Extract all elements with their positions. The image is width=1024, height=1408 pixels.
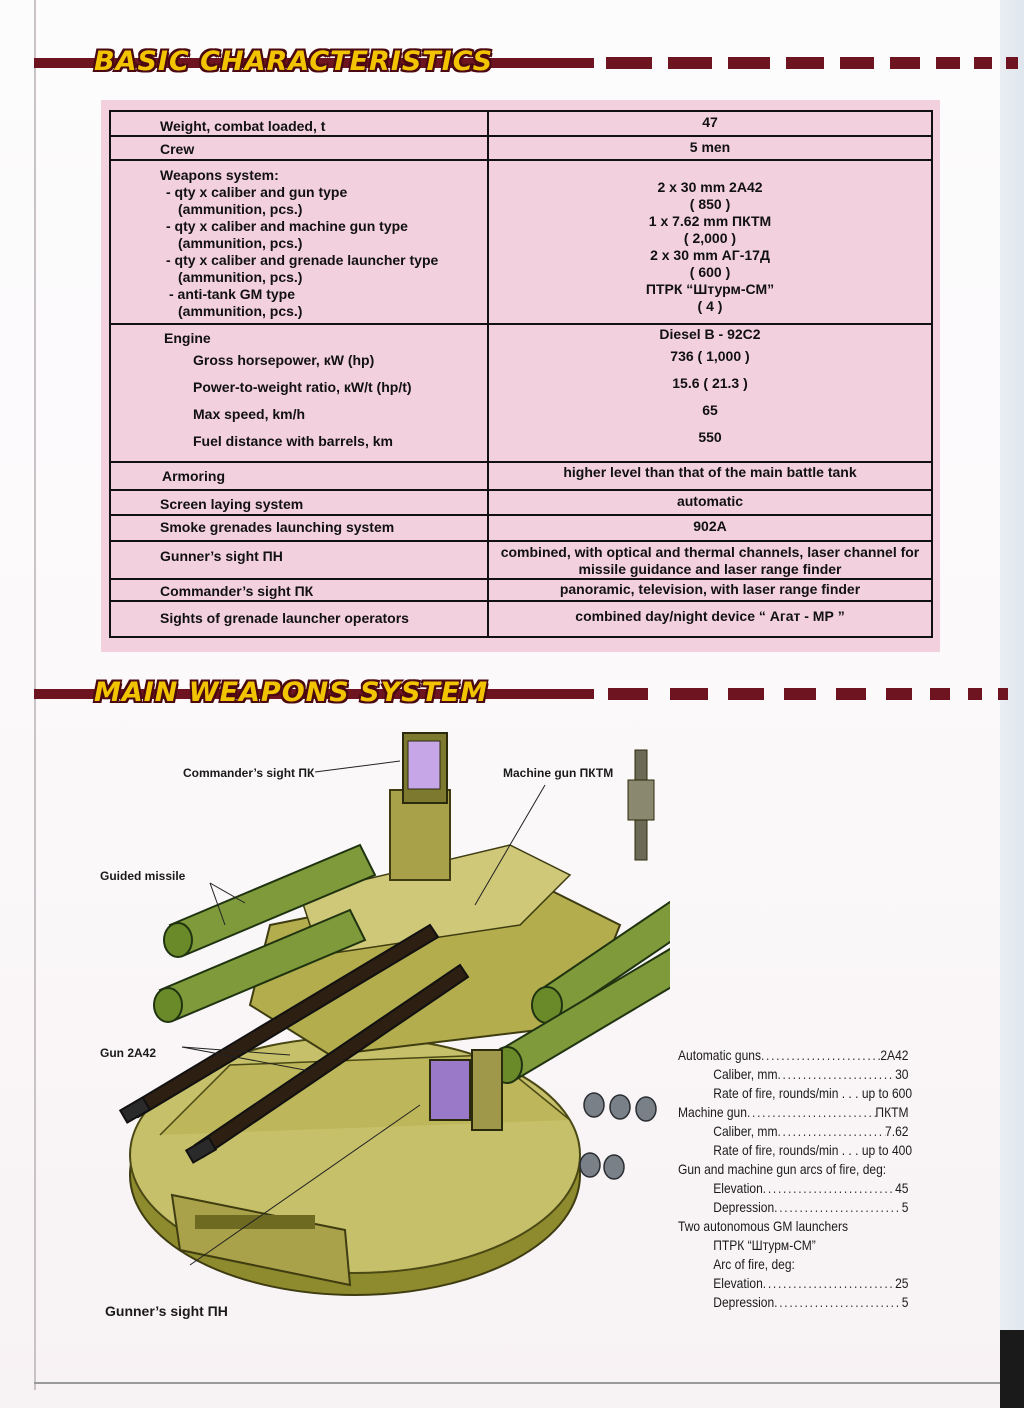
- screen-label: Screen laying system: [160, 496, 304, 512]
- callout-commander-sight: Commander’s sight ПК: [183, 766, 315, 780]
- spec-leader-dots: [774, 1293, 902, 1312]
- turret-drawing: [100, 725, 670, 1325]
- weapons-line: (ammunition, pcs.): [178, 235, 303, 251]
- weight-label: Weight, combat loaded, t: [160, 118, 326, 134]
- spec-value: ПКТМ: [875, 1104, 909, 1120]
- spec-row: [678, 1179, 908, 1198]
- header-dashes: [606, 57, 1018, 69]
- engine-value: Diesel В - 92С2: [659, 326, 761, 342]
- header-dashes: [608, 688, 1008, 700]
- scan-edge: [1000, 0, 1024, 1408]
- callout-gun: Gun 2A42: [100, 1046, 157, 1060]
- table-row: [110, 490, 932, 515]
- fuel-label: Fuel distance with barrels, km: [193, 433, 393, 449]
- table-row: [110, 579, 932, 601]
- spec-leader-dots: [763, 1274, 895, 1293]
- table-row: [110, 160, 932, 324]
- spec-row: [678, 1198, 908, 1217]
- weapons-line: - qty x caliber and grenade launcher type: [166, 252, 439, 268]
- bottom-rule: [34, 1382, 1014, 1384]
- table-row: [110, 541, 932, 579]
- main-weapons-header: [34, 677, 984, 708]
- spec-leader-dots: [763, 1179, 895, 1198]
- spec-row: [678, 1274, 908, 1293]
- spec-label: Automatic guns: [678, 1047, 761, 1063]
- gunner-sight-value: missile guidance and laser range finder: [578, 561, 842, 577]
- table-row: [110, 462, 932, 490]
- spec-row: [678, 1084, 913, 1103]
- operator-sights-value: combined day/night device “ Агат - МР ”: [575, 608, 845, 624]
- spec-value: 25: [895, 1275, 909, 1291]
- table-row: [110, 515, 932, 541]
- callout-machine-gun: Machine gun ПКТМ: [503, 766, 614, 780]
- spec-label: Caliber, mm: [713, 1123, 778, 1139]
- smoke-label: Smoke grenades launching system: [160, 519, 395, 535]
- weapons-value: 1 x 7.62 mm ПКТМ: [648, 213, 772, 229]
- spec-label: Depression: [713, 1294, 775, 1310]
- section-title: MAIN WEAPONS SYSTEM: [94, 677, 489, 708]
- horsepower-label: Gross horsepower, кW (hp): [193, 352, 375, 368]
- gunner-sight-value: combined, with optical and thermal channels, laser channel for: [500, 544, 920, 560]
- operator-sights-label: Sights of grenade launcher operators: [160, 610, 409, 626]
- spec-leader-dots: [777, 1065, 895, 1084]
- speed-value: 65: [702, 402, 718, 418]
- spec-row: [678, 1065, 908, 1084]
- weapons-value: ( 2,000 ): [683, 230, 737, 246]
- ratio-value: 15.6 ( 21.3 ): [672, 375, 748, 391]
- spec-value: 7.62: [885, 1123, 909, 1139]
- spec-label: Gun and machine gun arcs of fire, deg:: [678, 1161, 887, 1177]
- weapons-line: - qty x caliber and machine gun type: [166, 218, 408, 234]
- crew-label: Crew: [160, 141, 195, 157]
- commander-sight-label: Commander’s sight ПК: [160, 583, 314, 599]
- weapons-value: 2 x 30 mm 2A42: [657, 179, 763, 195]
- weapons-label: Weapons system:: [160, 167, 279, 183]
- scan-edge-dark: [1000, 1330, 1024, 1408]
- characteristics-panel: [101, 100, 940, 652]
- smoke-value: 902A: [693, 518, 727, 534]
- spec-leader-dots: [761, 1046, 880, 1065]
- spec-row: [678, 1160, 908, 1179]
- ratio-label: Power-to-weight ratio, кW/t (hp/t): [193, 379, 412, 395]
- weapons-value: ( 4 ): [697, 298, 723, 314]
- spec-label: Machine gun: [678, 1104, 747, 1120]
- spec-leader-dots: [747, 1103, 875, 1122]
- spec-row: [678, 1236, 908, 1255]
- weapons-line: - qty x caliber and gun type: [166, 184, 348, 200]
- spec-leader-dots: [774, 1198, 902, 1217]
- weapon-specs-list: [678, 1046, 913, 1312]
- spec-leader-dots: [777, 1122, 885, 1141]
- fuel-value: 550: [698, 429, 722, 445]
- spec-row: [678, 1293, 908, 1312]
- weapons-line: (ammunition, pcs.): [178, 303, 303, 319]
- engine-label: Engine: [164, 330, 211, 346]
- spec-row: [678, 1122, 908, 1141]
- callout-guided-missile: Guided missile: [100, 869, 186, 883]
- gunner-sight-label: Gunner’s sight ПН: [160, 548, 283, 564]
- spec-label: Caliber, mm: [713, 1066, 778, 1082]
- spec-row: [678, 1255, 908, 1274]
- spec-label: ПТРК “Штурм-СМ”: [713, 1237, 816, 1253]
- weapons-line: - anti-tank GM type: [169, 286, 296, 302]
- table-row: [110, 136, 932, 160]
- spec-label: Rate of fire, rounds/min . . . up to 600: [713, 1085, 913, 1101]
- armoring-label: Armoring: [162, 468, 225, 484]
- spec-row: [678, 1141, 913, 1160]
- speed-label: Max speed, km/h: [193, 406, 306, 422]
- horsepower-value: 736 ( 1,000 ): [670, 348, 750, 364]
- weapons-value: ( 600 ): [689, 264, 731, 280]
- spec-value: 5: [901, 1294, 909, 1310]
- weapons-line: (ammunition, pcs.): [178, 269, 303, 285]
- basic-characteristics-header: [34, 46, 984, 77]
- spec-value: 2A42: [880, 1047, 909, 1063]
- weapons-value: 2 x 30 mm АГ-17Д: [650, 247, 770, 263]
- table-row: [110, 111, 932, 136]
- characteristics-table: [109, 110, 933, 638]
- table-row: [110, 324, 932, 462]
- spec-value: 45: [895, 1180, 909, 1196]
- spec-label: Arc of fire, deg:: [713, 1256, 795, 1272]
- spec-label: Depression: [713, 1199, 775, 1215]
- weapons-line: (ammunition, pcs.): [178, 201, 303, 217]
- spec-value: 30: [895, 1066, 909, 1082]
- spec-row: [678, 1103, 908, 1122]
- weapons-value: ( 850 ): [689, 196, 731, 212]
- spec-row: [678, 1217, 908, 1236]
- section-title: BASIC CHARACTERISTICS: [94, 46, 494, 77]
- callout-gunner-sight: Gunner’s sight ПН: [105, 1303, 228, 1319]
- spec-label: Rate of fire, rounds/min . . . up to 400: [713, 1142, 913, 1158]
- commander-sight-value: panoramic, television, with laser range finder: [559, 581, 861, 597]
- spec-label: Two autonomous GM launchers: [678, 1218, 848, 1234]
- weapons-value: ПТРК “Штурм-СМ”: [645, 281, 775, 297]
- table-row: [110, 601, 932, 637]
- spec-label: Elevation: [713, 1275, 763, 1291]
- spec-label: Elevation: [713, 1180, 763, 1196]
- armoring-value: higher level than that of the main battle tank: [563, 464, 857, 480]
- spec-row: [678, 1046, 908, 1065]
- screen-value: automatic: [676, 493, 744, 509]
- weapon-module-illustration: [100, 725, 670, 1325]
- spec-value: 5: [901, 1199, 909, 1215]
- weight-value: 47: [702, 114, 718, 130]
- crew-value: 5 men: [689, 139, 731, 155]
